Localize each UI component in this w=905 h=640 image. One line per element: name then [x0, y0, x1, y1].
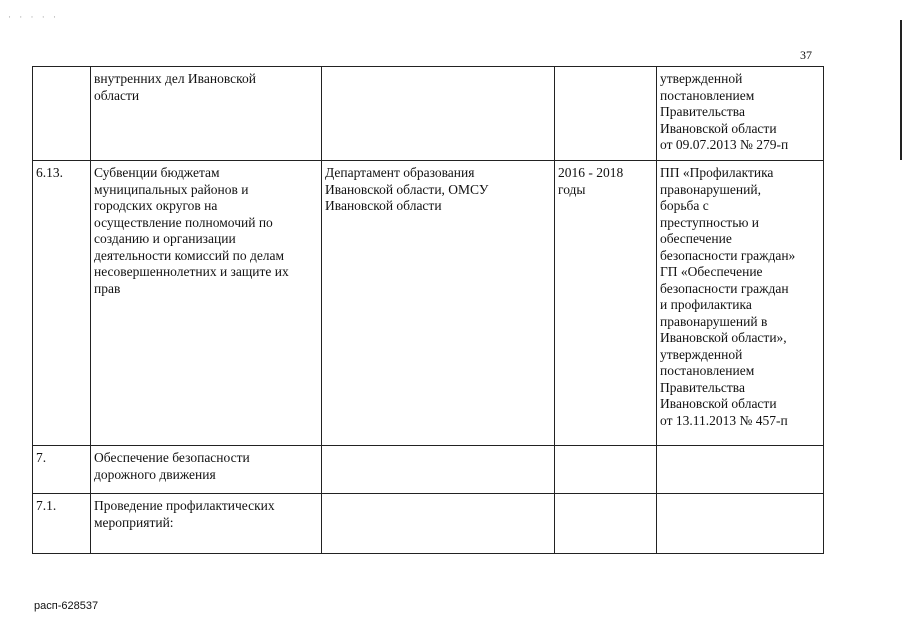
cell-executor	[322, 67, 555, 161]
cell-number: 7.	[33, 446, 91, 494]
cell-number: 7.1.	[33, 494, 91, 554]
cell-executor	[322, 494, 555, 554]
cell-program: утвержденной постановлением Правительства Ивановской области от 09.07.2013 № 279-п	[657, 67, 824, 161]
table-row	[33, 446, 824, 494]
cell-measure-name: Субвенции бюджетам муниципальных районов и городских округов на осуществление полномочий по созданию и организации деятельности комиссий по делам несовершеннолетних и защите их прав	[91, 161, 322, 446]
cell-executor	[322, 446, 555, 494]
cell-term	[555, 446, 657, 494]
cell-executor: Департамент образования Ивановской области, ОМСУ Ивановской области	[322, 161, 555, 446]
cell-term	[555, 67, 657, 161]
cell-program: ПП «Профилактика правонарушений, борьба с преступностью и обеспечение безопасности граждан» ГП «Обеспечение безопасности граждан и профилактика правонарушений в Ивановской области», утвержденной постановлением Правительства Ивановской области от 13.11.2013 № 457-п	[657, 161, 824, 446]
scan-artifact-dots: · · · · ·	[8, 12, 59, 22]
page-number: 37	[800, 48, 812, 62]
cell-measure-name: Проведение профилактических мероприятий:	[91, 494, 322, 554]
cell-measure-name: внутренних дел Ивановской области	[91, 67, 322, 161]
cell-program	[657, 494, 824, 554]
measures-table	[32, 66, 824, 554]
cell-term: 2016 - 2018 годы	[555, 161, 657, 446]
cell-number	[33, 67, 91, 161]
table-row	[33, 161, 824, 446]
cell-number: 6.13.	[33, 161, 91, 446]
cell-program	[657, 446, 824, 494]
scan-edge-mark	[900, 20, 902, 160]
cell-measure-name: Обеспечение безопасности дорожного движения	[91, 446, 322, 494]
document-code: расп-628537	[34, 600, 99, 612]
table-row	[33, 494, 824, 554]
table-row	[33, 67, 824, 161]
cell-term	[555, 494, 657, 554]
